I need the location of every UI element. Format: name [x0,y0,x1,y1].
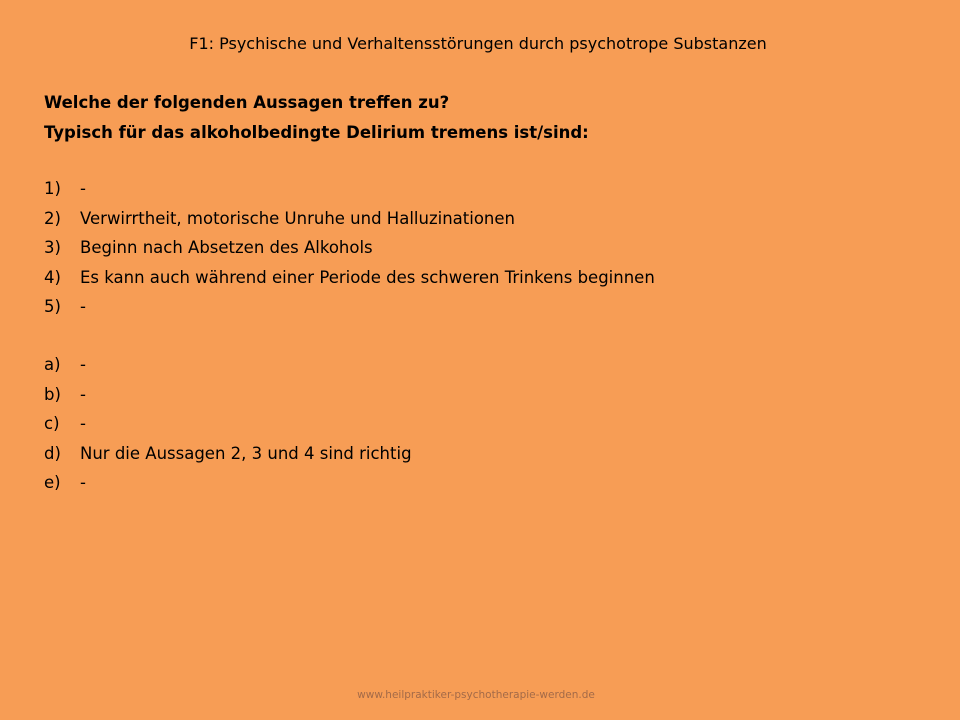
statement-marker: 5) [44,297,61,316]
answer-option-list [44,350,924,498]
statement-item-5 [44,292,924,322]
statement-marker: 2) [44,208,61,228]
answer-marker: c) [44,414,60,433]
footer-website-url: www.heilpraktiker-psychotherapie-werden.de [357,689,595,701]
answer-marker: b) [44,384,61,404]
statement-item-1 [44,174,924,204]
answer-option-a [44,350,924,380]
answer-option-c [44,409,924,439]
answer-option-e [44,468,924,498]
statement-text: - [80,297,86,316]
answer-text: - [80,355,86,374]
slide-title: F1: Psychische und Verhaltensstörungen durch psychotrope Substanzen [189,34,767,53]
answer-text: - [80,414,86,433]
question-line-1: Welche der folgenden Aussagen treffen zu? [44,93,450,112]
statement-text: - [80,179,86,198]
statement-item-3 [44,233,924,263]
statement-marker: 3) [44,238,61,257]
answer-option-b [44,380,924,410]
answer-marker: a) [44,355,61,374]
answer-text: - [80,384,86,404]
answer-text: Nur die Aussagen 2, 3 und 4 sind richtig [80,443,412,463]
answer-text: - [80,473,86,492]
question-line-2: Typisch für das alkoholbedingte Delirium tremens ist/sind: [44,122,589,142]
statement-item-4 [44,263,924,293]
statement-marker: 4) [44,267,61,287]
answer-marker: e) [44,473,61,492]
statement-marker: 1) [44,179,61,198]
statement-text: Beginn nach Absetzen des Alkohols [80,238,373,257]
statement-item-2 [44,204,924,234]
statement-text: Es kann auch während einer Periode des schweren Trinkens beginnen [80,267,655,287]
question-block [44,88,924,147]
statement-text: Verwirrtheit, motorische Unruhe und Halluzinationen [80,208,515,228]
statement-list [44,174,924,322]
answer-marker: d) [44,443,61,463]
answer-option-d [44,439,924,469]
